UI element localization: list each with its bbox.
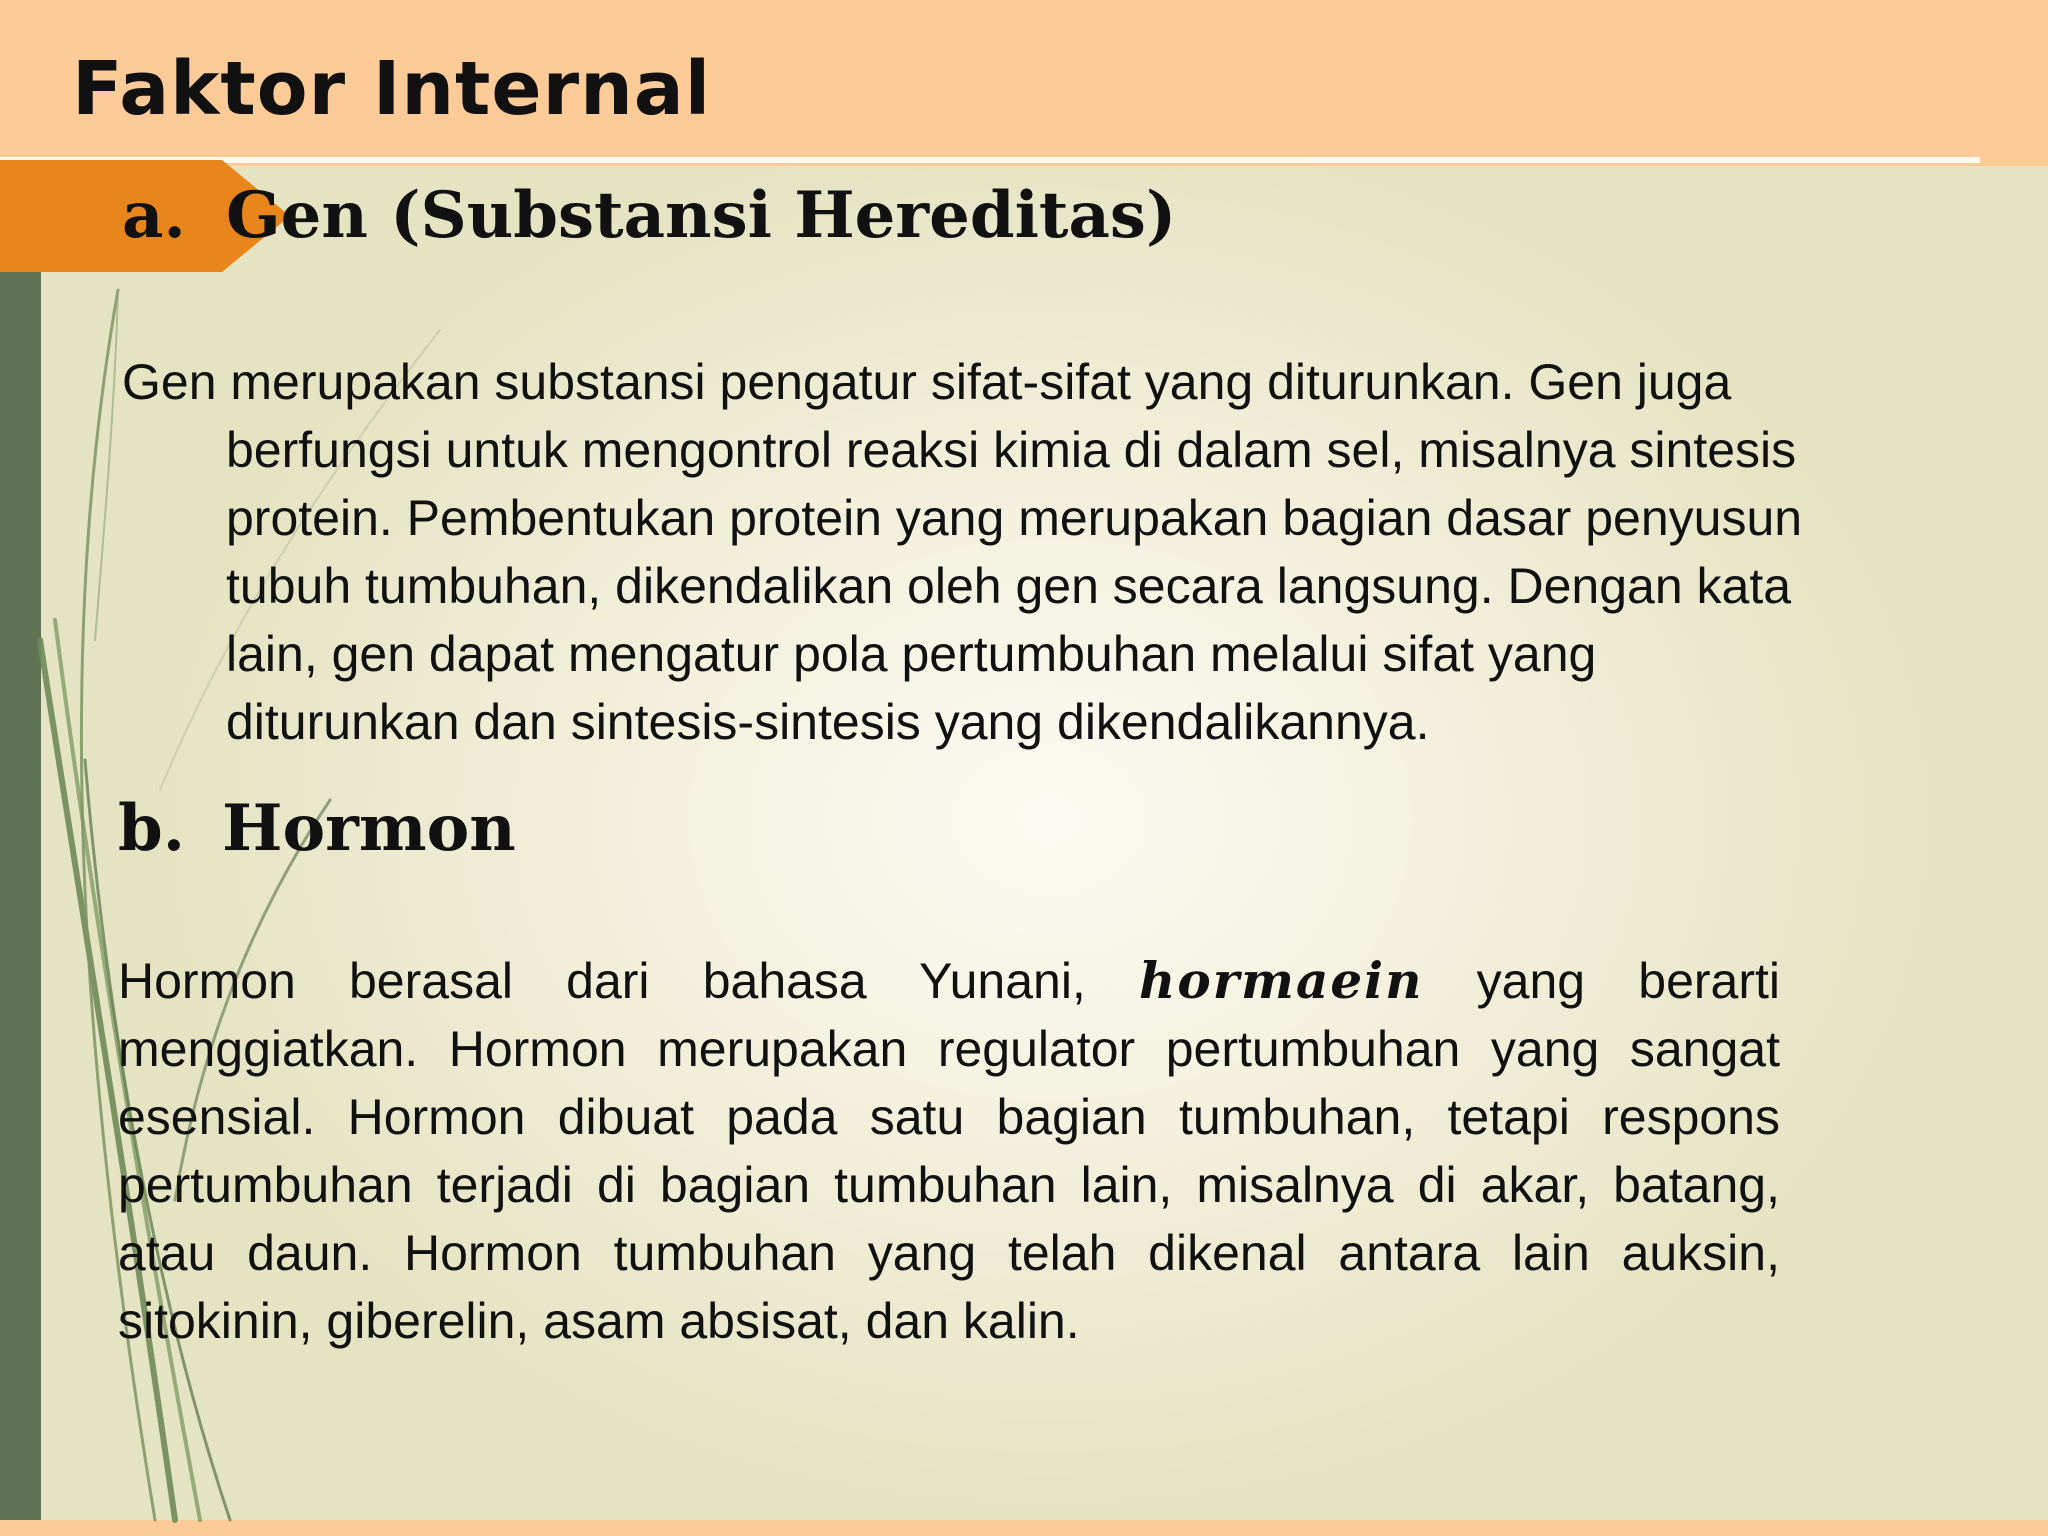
section-a-marker: a. <box>122 178 186 253</box>
section-a-heading <box>122 178 1177 253</box>
section-a-title: Gen (Substansi Hereditas) <box>226 178 1177 253</box>
section-b-heading <box>118 791 516 866</box>
greek-term: hormaein <box>1139 951 1424 1010</box>
section-b-paragraph <box>118 947 1780 1355</box>
section-b-marker: b. <box>118 791 186 866</box>
section-b-title: Hormon <box>222 791 516 866</box>
bottom-band <box>0 1520 2048 1536</box>
side-bar <box>0 272 41 1522</box>
slide-title: Faktor Internal <box>72 46 712 132</box>
section-b-text-start: Hormon berasal dari bahasa Yunani, <box>118 953 1139 1009</box>
section-b-text-rest: yang berarti menggiatkan. Hormon merupakan regulator pertumbuhan yang sangat esensial. Hormon dibuat pada satu bagian tumbuhan, tetapi respons pertumbuhan terjadi di bagian tumbuhan lain, misalnya di akar, batang, atau daun. Hormon tumbuhan yang telah dikenal antara lain auksin, sitokinin, giberelin, asam absisat, dan kalin. <box>118 953 1780 1349</box>
header-divider <box>0 157 1980 163</box>
section-a-paragraph: Gen merupakan substansi pengatur sifat-sifat yang diturunkan. Gen juga berfungsi untuk mengontrol reaksi kimia di dalam sel, misalnya sintesis protein. Pembentukan protein yang merupakan bagian dasar penyusun tubuh tumbuhan, dikendalikan oleh gen secara langsung. Dengan kata lain, gen dapat mengatur pola pertumbuhan melalui sifat yang diturunkan dan sintesis-sintesis yang dikendalikannya. <box>122 354 1803 750</box>
